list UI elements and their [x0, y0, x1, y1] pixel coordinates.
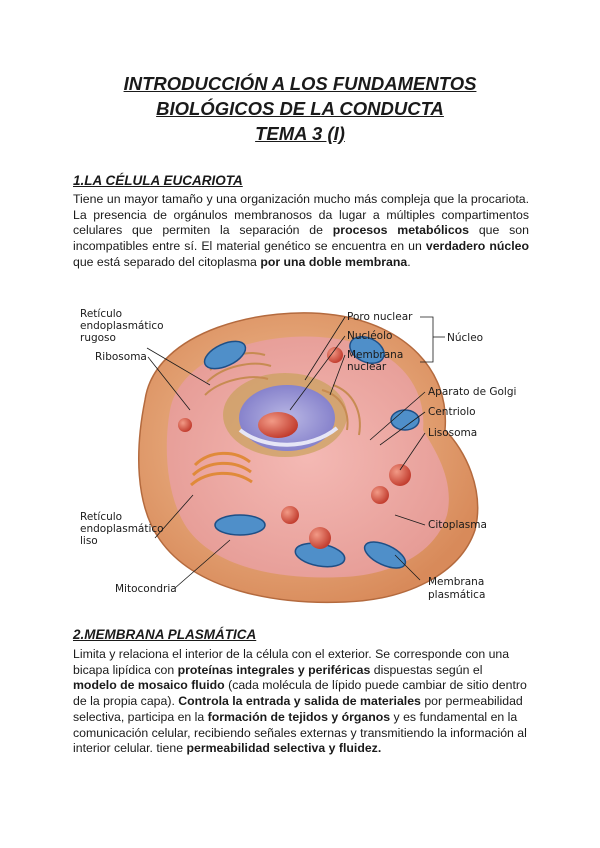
label-smooth-er-2: endoplasmático	[80, 523, 164, 535]
nucleus	[223, 373, 347, 457]
section-1-paragraph: Tiene un mayor tamaño y una organización mucho más compleja que la procariota. La presencia de orgánulos membranosos da lugar a múltiples compartimentos celulares que permiten la separación de procesos metabólicos que son incompatibles entre sí. El material genético se encuentra en un verdadero núcleo que está separado del citoplasma por una doble membrana.	[73, 192, 529, 269]
label-nuclear-membrane-2: nuclear	[347, 361, 387, 373]
label-smooth-er-1: Retículo	[80, 511, 123, 523]
label-plasma-membrane-1: Membrana	[428, 576, 485, 588]
eukaryotic-cell-diagram	[75, 300, 545, 610]
section-2-heading: 2.MEMBRANA PLASMÁTICA	[73, 627, 257, 642]
label-lysosome: Lisosoma	[428, 427, 478, 439]
section-2-paragraph: Limita y relaciona el interior de la célula con el exterior. Se corresponde con una bicapa lipídica con proteínas integrales y periféricas dispuestas según el modelo de mosaico fluido (cada molécula de lípido puede cambiar de sitio dentro de la propia capa). Controla la entrada y salida de materiales por permeabilidad selectiva, participa en la formación de tejidos y órganos y es fundamental en la comunicación celular, recibiendo señales externas y transmitiendo la información al interior celular. tiene permeabilidad selectiva y fluidez.	[73, 647, 527, 756]
label-rough-er-2: endoplasmático	[80, 320, 164, 332]
label-rough-er-3: rugoso	[80, 332, 116, 344]
label-mitochondria: Mitocondria	[115, 583, 177, 595]
page-title-line-2: BIOLÓGICOS DE LA CONDUCTA	[156, 98, 444, 119]
label-smooth-er-3: liso	[80, 535, 98, 547]
label-nuclear-membrane-1: Membrana	[347, 349, 404, 361]
label-nucleus: Núcleo	[447, 332, 484, 344]
label-centriole: Centriolo	[428, 406, 476, 418]
page-title-line-1: INTRODUCCIÓN A LOS FUNDAMENTOS	[123, 73, 477, 94]
section-1-heading: 1.LA CÉLULA EUCARIOTA	[73, 173, 243, 188]
label-golgi: Aparato de Golgi	[428, 386, 517, 398]
label-plasma-membrane-2: plasmática	[428, 589, 486, 601]
label-ribosome: Ribosoma	[95, 351, 147, 363]
label-cytoplasm: Citoplasma	[428, 519, 487, 531]
label-rough-er-1: Retículo	[80, 308, 123, 320]
page-subtitle: TEMA 3 (I)	[255, 123, 345, 144]
label-nuclear-pore: Poro nuclear	[347, 311, 413, 323]
label-nucleolus: Nucléolo	[347, 330, 393, 342]
